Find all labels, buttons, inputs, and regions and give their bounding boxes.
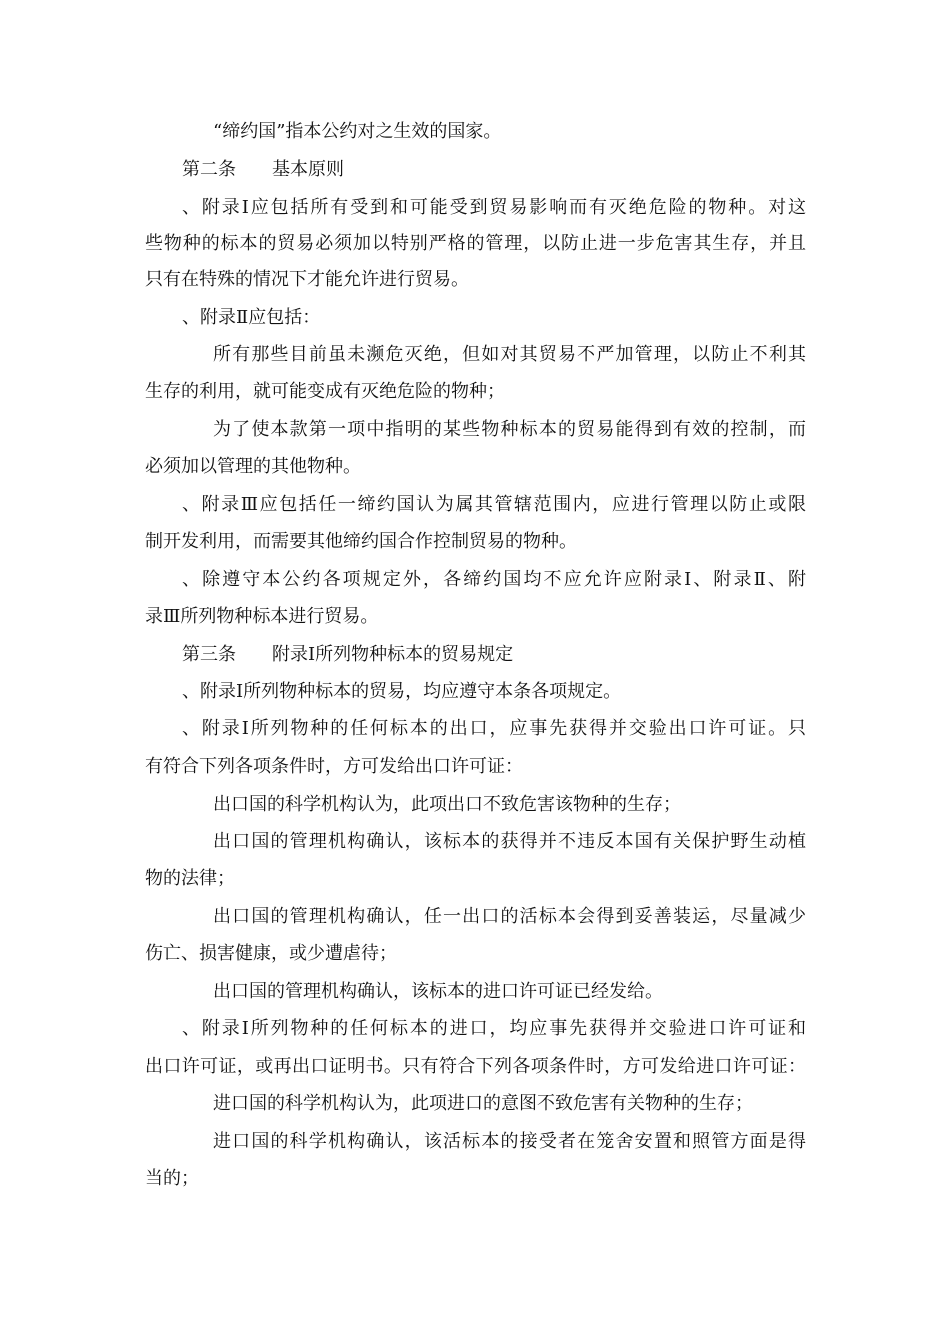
paragraph-line: 进口国的科学机构认为，此项进口的意图不致危害有关物种的生存；: [213, 1093, 753, 1114]
paragraph-line: 物的法律；: [145, 868, 235, 889]
paragraph-line: 、附录Ⅰ所列物种标本的贸易，均应遵守本条各项规定。: [182, 681, 622, 702]
paragraph-line: 、附录Ⅰ所列物种的任何标本的出口，应事先获得并交验出口许可证。只: [182, 718, 806, 739]
paragraph-line: 生存的利用，就可能变成有灭绝危险的物种；: [145, 381, 505, 402]
paragraph-line: 所有那些目前虽未濒危灭绝，但如对其贸易不严加管理，以防止不利其: [213, 344, 806, 365]
paragraph-line: 有符合下列各项条件时，方可发给出口许可证：: [145, 756, 523, 777]
paragraph-line: 出口国的管理机构确认，该标本的获得并不违反本国有关保护野生动植: [213, 831, 806, 852]
paragraph-line: 进口国的科学机构确认，该活标本的接受者在笼舍安置和照管方面是得: [213, 1131, 806, 1152]
paragraph-line: 、附录Ⅲ应包括任一缔约国认为属其管辖范围内，应进行管理以防止或限: [182, 494, 806, 515]
paragraph-line: 制开发利用，而需要其他缔约国合作控制贸易的物种。: [145, 531, 577, 552]
article-heading-2: 第二条 基本原则: [182, 159, 344, 180]
paragraph-line: 当的；: [145, 1168, 199, 1189]
paragraph-line: 必须加以管理的其他物种。: [145, 456, 361, 477]
paragraph-line: 、除遵守本公约各项规定外，各缔约国均不应允许应附录Ⅰ、附录Ⅱ、附: [182, 569, 806, 590]
paragraph-line: 出口国的管理机构确认，任一出口的活标本会得到妥善装运，尽量减少: [213, 906, 806, 927]
paragraph-line: 为了使本款第一项中指明的某些物种标本的贸易能得到有效的控制，而: [213, 419, 806, 440]
paragraph-line: 只有在特殊的情况下才能允许进行贸易。: [145, 269, 469, 290]
paragraph-line: 出口许可证，或再出口证明书。只有符合下列各项条件时，方可发给进口许可证：: [145, 1056, 806, 1077]
paragraph-line: 伤亡、损害健康，或少遭虐待；: [145, 943, 397, 964]
paragraph-line: 些物种的标本的贸易必须加以特别严格的管理，以防止进一步危害其生存，并且: [145, 233, 806, 254]
paragraph-line: 、附录Ⅱ应包括：: [182, 307, 321, 328]
paragraph-definition: “缔约国”指本公约对之生效的国家。: [213, 121, 502, 142]
paragraph-line: 录Ⅲ所列物种标本进行贸易。: [145, 606, 379, 627]
paragraph-line: 、附录Ⅰ应包括所有受到和可能受到贸易影响而有灭绝危险的物种。对这: [182, 197, 806, 218]
paragraph-line: 出口国的管理机构确认，该标本的进口许可证已经发给。: [213, 981, 663, 1002]
paragraph-line: 出口国的科学机构认为，此项出口不致危害该物种的生存；: [213, 794, 681, 815]
paragraph-line: 、附录Ⅰ所列物种的任何标本的进口，均应事先获得并交验进口许可证和: [182, 1018, 806, 1039]
article-heading-3: 第三条 附录Ⅰ所列物种标本的贸易规定: [182, 644, 514, 665]
